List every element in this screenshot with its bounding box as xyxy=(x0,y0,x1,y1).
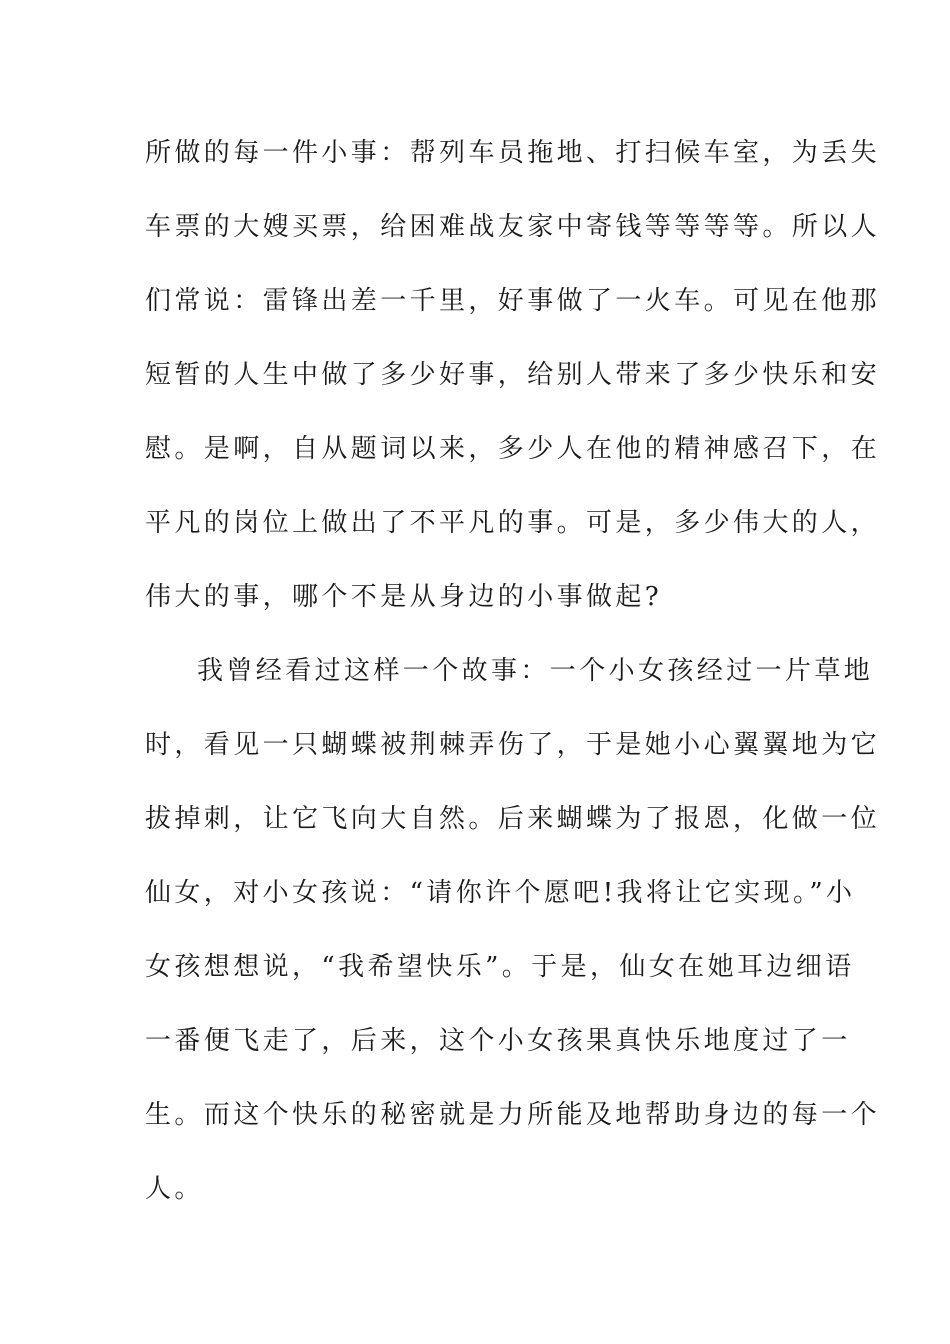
text-line: 一番便飞走了，后来，这个小女孩果真快乐地度过了一 xyxy=(145,1026,851,1056)
text-line: 生。而这个快乐的秘密就是力所能及地帮助身边的每一个 xyxy=(145,1100,881,1130)
text-line: 短暂的人生中做了多少好事，给别人带来了多少快乐和安 xyxy=(145,360,881,390)
text-line: 时，看见一只蝴蝶被荆棘弄伤了，于是她小心翼翼地为它 xyxy=(145,730,881,760)
text-line: 我曾经看过这样一个故事：一个小女孩经过一片草地 xyxy=(197,656,874,686)
text-line: 伟大的事，哪个不是从身边的小事做起? xyxy=(145,582,663,612)
text-line: 拔掉刺，让它飞向大自然。后来蝴蝶为了报恩，化做一位 xyxy=(145,804,881,834)
text-line: 仙女，对小女孩说：“请你许个愿吧!我将让它实现。”小 xyxy=(145,878,856,908)
paragraph-2 xyxy=(145,646,881,1238)
text-line: 平凡的岗位上做出了不平凡的事。可是，多少伟大的人， xyxy=(145,508,881,538)
text-line: 慰。是啊，自从题词以来，多少人在他的精神感召下，在 xyxy=(145,434,881,464)
body-text xyxy=(145,128,881,1238)
text-line: 车票的大嫂买票，给困难战友家中寄钱等等等等。所以人 xyxy=(145,212,881,242)
text-line: 女孩想想说，“我希望快乐”。于是，仙女在她耳边细语 xyxy=(145,952,855,982)
text-line: 人。 xyxy=(145,1174,204,1204)
text-line: 们常说：雷锋出差一千里，好事做了一火车。可见在他那 xyxy=(145,286,881,316)
paragraph-1 xyxy=(145,128,881,646)
text-line: 所做的每一件小事：帮列车员拖地、打扫候车室，为丢失 xyxy=(145,138,881,168)
